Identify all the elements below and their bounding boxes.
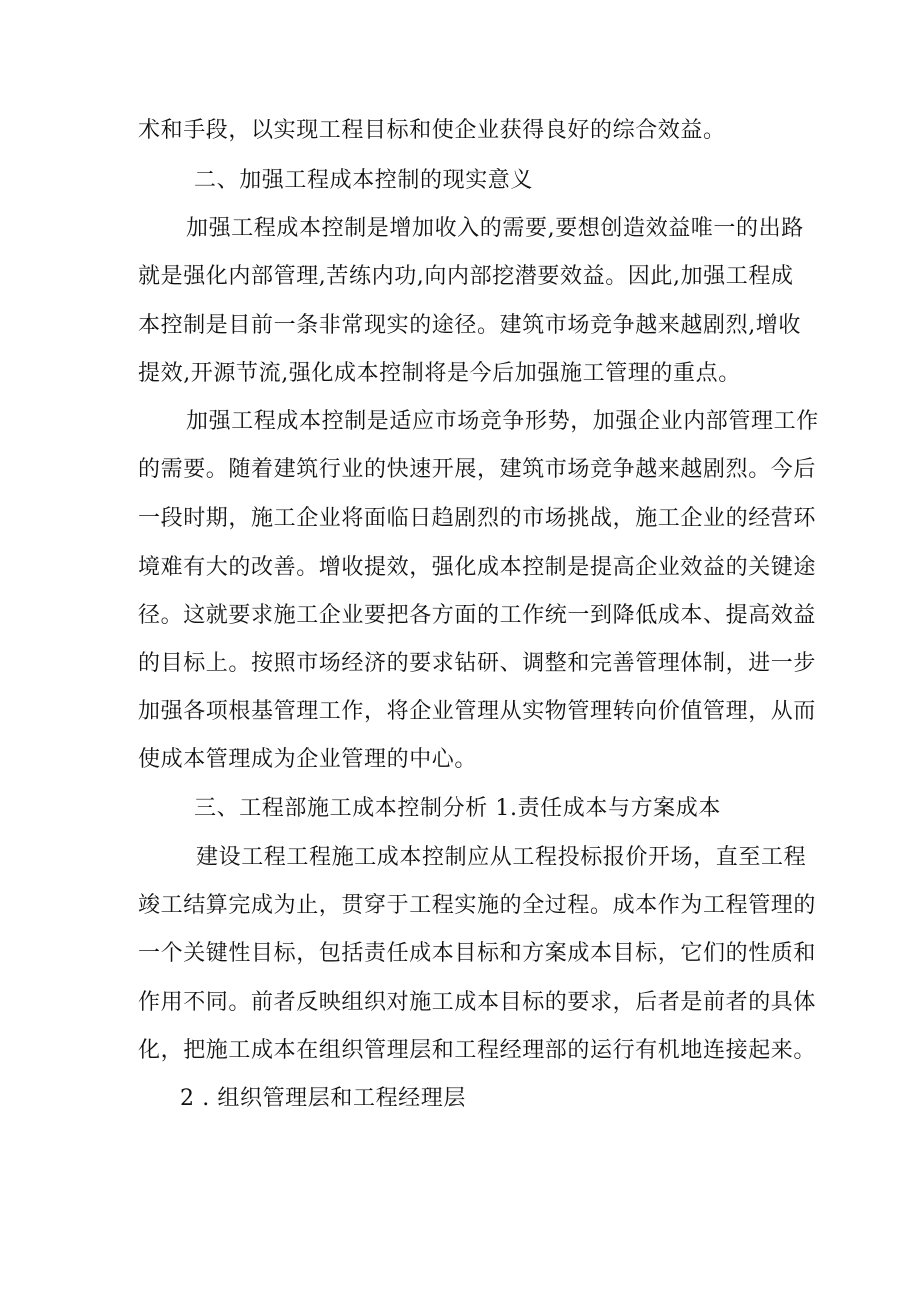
text-line: 的目标上。按照市场经济的要求钻研、调整和完善管理体制，进一步: [138, 651, 817, 676]
text-line: 径。这就要求施工企业要把各方面的工作统一到降低成本、提高效益: [138, 603, 817, 628]
text-line: 提效,开源节流,强化成本控制将是今后加强施工管理的重点。: [138, 361, 741, 386]
text-line: 加强工程成本控制是增加收入的需要,要想创造效益唯一的出路: [186, 216, 804, 241]
text-line: 境难有大的改善。增收提效，强化成本控制是提高企业效益的关键途: [138, 555, 817, 580]
section-heading: 三、工程部施工成本控制分析 1.责任成本与方案成本: [194, 796, 721, 821]
text-line: 竣工结算完成为止，贯穿于工程实施的全过程。成本作为工程管理的: [138, 893, 817, 918]
text-line: 化，把施工成本在组织管理层和工程经理部的运行有机地连接起来。: [138, 1038, 817, 1063]
text-line: 作用不同。前者反映组织对施工成本目标的要求，后者是前者的具体: [138, 990, 817, 1015]
section-heading: 二、加强工程成本控制的现实意义: [194, 168, 534, 193]
text-line: 加强工程成本控制是适应市场竞争形势，加强企业内部管理工作: [186, 409, 819, 434]
text-line: 的需要。随着建筑行业的快速开展，建筑市场竞争越来越剧烈。今后: [138, 457, 817, 482]
subsection-heading: 2 . 组织管理层和工程经理层: [180, 1086, 466, 1111]
text-line: 加强各项根基管理工作，将企业管理从实物管理转向价值管理，从而: [138, 699, 817, 724]
text-line: 本控制是目前一条非常现实的途径。建筑市场竞争越来越剧烈,增收: [138, 313, 801, 338]
text-line: 术和手段，以实现工程目标和使企业获得良好的综合效益。: [138, 118, 726, 143]
text-line: 一段时期，施工企业将面临日趋剧烈的市场挑战，施工企业的经营环: [138, 506, 817, 531]
text-line: 建设工程工程施工成本控制应从工程投标报价开场，直至工程: [196, 845, 807, 870]
text-line: 一个关键性目标，包括责任成本目标和方案成本目标，它们的性质和: [138, 941, 817, 966]
text-line: 就是强化内部管理,苦练内功,向内部挖潜要效益。因此,加强工程成: [138, 264, 794, 289]
text-line: 使成本管理成为企业管理的中心。: [138, 747, 478, 772]
